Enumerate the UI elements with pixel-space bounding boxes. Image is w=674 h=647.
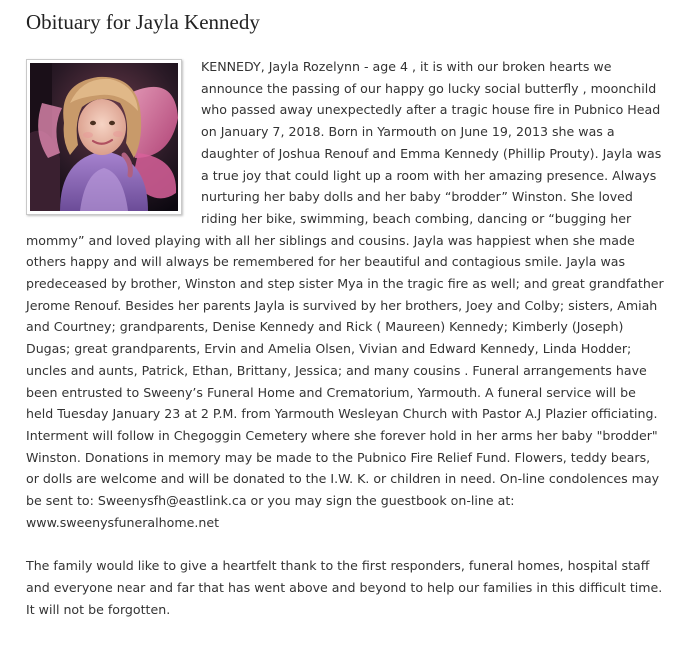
photo-frame — [26, 59, 182, 215]
page-title: Obituary for Jayla Kennedy — [26, 10, 260, 34]
obituary-body — [26, 56, 666, 621]
portrait-photo-icon — [30, 63, 178, 211]
obituary-page — [26, 8, 666, 621]
obituary-paragraph-main: KENNEDY, Jayla Rozelynn - age 4 , it is with our broken hearts we announce the passing of our happy go lucky social butterfly , moonchild who passed away unexpectedly after a tragic house fire in Pubnico Head on January 7, 2018. Born in Yarmouth on June 19, 2013 she was a daughter of Joshua Renouf and Emma Kennedy (Phillip Prouty). Jayla was a true joy that could light up a room with her amazing presence. Always nurturing her baby dolls and her baby “brodder” Winston. She loved riding her bike, swimming, beach combing, dancing or “bugging her mommy” and loved playing with all her siblings and cousins. Jayla was happiest when she made others happy and will always be remembered for her beautiful and contagious smile. Jayla was predeceased by brother, Winston and step sister Mya in the tragic fire as well; and great grandfather Jerome Renouf. Besides her parents Jayla is survived by her brothers, Joey and Colby; sisters, Amiah and Courtney; grandparents, Denise Kennedy and Rick ( Maureen) Kennedy; Kimberly (Joseph) Dugas; great grandparents, Ervin and Amelia Olsen, Vivian and Edward Kennedy, Linda Hodder; uncles and aunts, Patrick, Ethan, Brittany, Jessica; and many cousins . Funeral arrangements have been entrusted to Sweeny’s Funeral Home and Crematorium, Yarmouth. A funeral service will be held Tuesday January 23 at 2 P.M. from Yarmouth Wesleyan Church with Pastor A.J Plazier officiating. Interment will follow in Chegoggin Cemetery where she forever hold in her arms her baby "brodder" Winston. Donations in memory may be made to the Pubnico Fire Relief Fund. Flowers, teddy bears, or dolls are welcome and will be donated to the I.W. K. or children in need. On-line condolences may be sent to: Sweenysfh@eastlink.ca or you may sign the guestbook on-line at: www.sweenysfuneralhome.net — [26, 59, 664, 530]
obituary-paragraph-thanks: The family would like to give a heartfelt thank to the first responders, funeral homes, hospital staff and everyone near and far that has went above and beyond to help our families in this difficult time. It will not be forgotten. — [26, 558, 663, 617]
